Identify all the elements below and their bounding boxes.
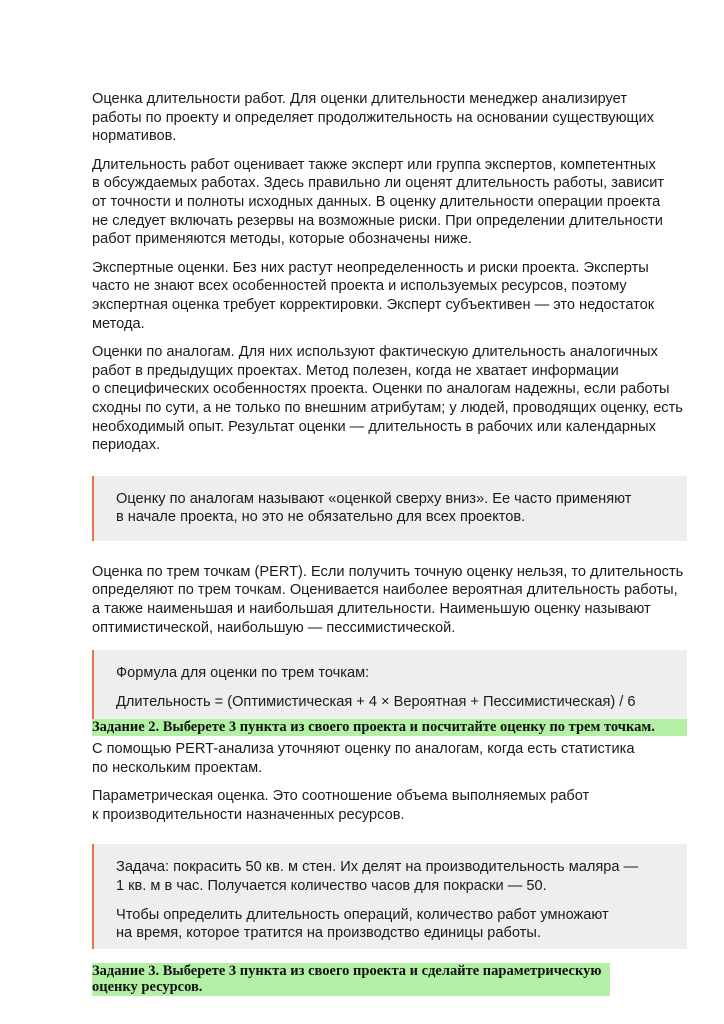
paragraph-duration-estimate: Оценка длительности работ. Для оценки длительности менеджер анализирует работы по проекту и определяет продолжительность на основании существующих нормативов. <box>92 91 655 145</box>
task-3-highlight: Задание 3. Выберете 3 пункта из своего проекта и сделайте параметрическую оценку ресурсов. <box>92 963 610 996</box>
formula-label: Формула для оценки по трем точкам: <box>116 665 370 682</box>
paragraph-pert-analysis: С помощью PERT-анализа уточняют оценку по аналогам, когда есть статистика по нескольким проектам. <box>92 740 635 776</box>
paragraph-expert-estimates: Экспертные оценки. Без них растут неопределенность и риски проекта. Эксперты часто не знают всех особенностей проекта и используемых ресурсов, поэтому экспертная оценка требует корректировки. Эксперт субъективен — это недостаток метода. <box>92 259 655 332</box>
callout-paint-example: Задача: покрасить 50 кв. м стен. Их делят на производительность маляра — 1 кв. м в час. Получается количество часов для покраски — 50. Чтобы определить длительность операций, количество работ умножают на время, которое тратится на производство единицы работы. <box>92 844 687 948</box>
paragraph-pert: Оценка по трем точкам (PERT). Если получить точную оценку нельзя, то длительность определяют по трем точкам. Оценивается наиболее вероятная длительность работы, а также наименьшая и наибольшая длительности. Наименьшую оценку называют оптимистической, наибольшую — пессимистической. <box>92 563 684 636</box>
paragraph-analog-estimates: Оценки по аналогам. Для них используют фактическую длительность аналогичных работ в предыдущих проектах. Метод полезен, когда не хватает информации о специфических особенностях проекта. Оценки по аналогам надежны, если работы сходны по сути, а не только по внешним атрибутам; у людей, проводящих оценку, есть необходимый опыт. Результат оценки — длительность в рабочих или календарных периодах. <box>92 344 683 454</box>
callout-pert-formula <box>92 650 687 719</box>
formula: Длительность = (Оптимистическая + 4 × Вероятная + Пессимистическая) / 6 <box>116 693 636 710</box>
task-2-highlight: Задание 2. Выберете 3 пункта из своего проекта и посчитайте оценку по трем точкам. <box>92 719 687 736</box>
document-page <box>92 90 687 996</box>
callout-top-down: Оценку по аналогам называют «оценкой сверху вниз». Ее часто применяют в начале проекта, но это не обязательно для всех проектов. <box>92 476 687 541</box>
paragraph-expert-group: Длительность работ оценивает также эксперт или группа экспертов, компетентных в обсуждаемых работах. Здесь правильно ли оценят длительность работы, зависит от точности и полноты исходных данных. В оценку длительности операции проекта не следует включать резервы на возможные риски. При определении длительности работ применяются методы, которые обозначены ниже. <box>92 156 665 248</box>
paragraph-parametric: Параметрическая оценка. Это соотношение объема выполняемых работ к производительности назначенных ресурсов. <box>92 788 590 823</box>
